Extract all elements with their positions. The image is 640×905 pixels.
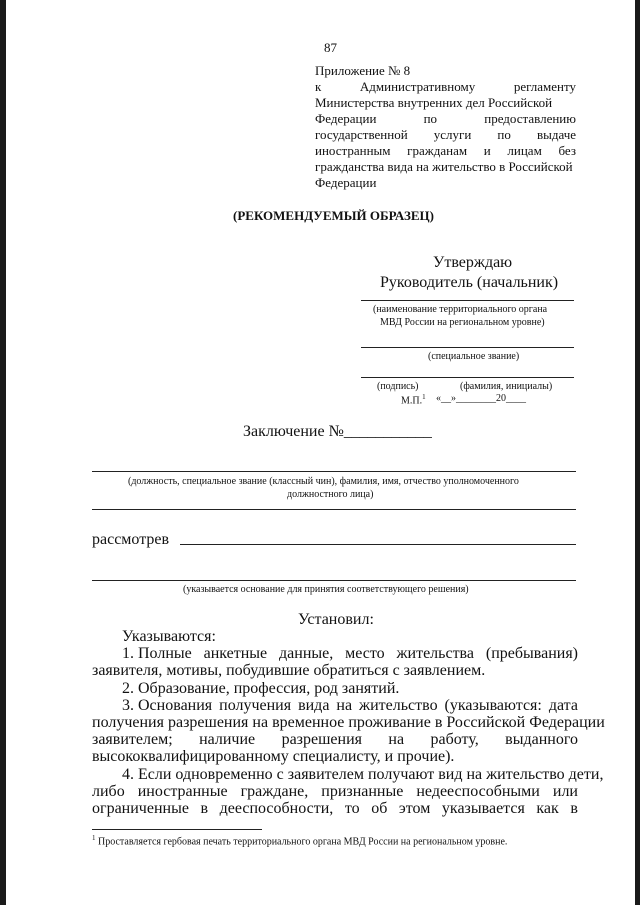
date-line: «__»________20____	[436, 393, 526, 404]
left-scan-border	[0, 0, 6, 905]
word: дата	[548, 697, 578, 714]
rank-hint: (специальное звание)	[428, 351, 520, 362]
word: иностранным	[315, 143, 391, 158]
p4-line-3	[92, 800, 578, 818]
word: работу,	[430, 731, 479, 748]
organ-hint-2: МВД России на региональном уровне)	[380, 317, 545, 328]
word: место	[345, 645, 385, 662]
word: вида	[298, 697, 330, 714]
established-heading: Установил:	[298, 611, 374, 628]
considered-line	[180, 544, 576, 545]
word: ограниченные	[92, 800, 189, 817]
signature-hint: (подпись)	[377, 381, 419, 392]
right-scan-border	[635, 0, 640, 905]
approve-label: Утверждаю	[433, 254, 513, 271]
word: к	[315, 79, 322, 94]
word: (указываются:	[444, 697, 542, 714]
word: на	[336, 697, 353, 714]
p3-line-1	[122, 697, 578, 715]
word: 1. Полные	[122, 645, 192, 662]
footnote	[92, 834, 507, 847]
word: этом	[398, 800, 431, 817]
word: (пребывания)	[485, 645, 578, 662]
basis-hint: (указывается основание для принятия соответствующего решения)	[183, 584, 469, 595]
word: жительство	[359, 697, 438, 714]
appendix-line-7: Федерации	[315, 175, 377, 190]
word: гражданам	[407, 143, 468, 158]
word: как	[536, 800, 559, 817]
word: то	[344, 800, 360, 817]
word: лицам	[507, 143, 542, 158]
p1-line-1	[122, 645, 578, 663]
word: или	[552, 783, 578, 800]
appendix-line-2: Министерства внутренних дел Российской	[315, 95, 553, 110]
stamp-line	[401, 393, 426, 406]
footnote-mark: 1	[92, 834, 96, 842]
conclusion-title: Заключение №___________	[243, 423, 432, 440]
p3-line-4: высококвалифицированному специалисту, и прочие).	[92, 748, 455, 765]
word: предоставлению	[484, 111, 576, 126]
organ-line	[361, 300, 574, 301]
word: выданного	[505, 731, 578, 748]
word: без	[558, 143, 576, 158]
word: на	[388, 731, 405, 748]
word: граждане,	[240, 783, 309, 800]
appendix-line-1	[315, 79, 576, 95]
appendix-line-5	[315, 143, 576, 159]
word: по	[423, 111, 438, 126]
indicated-label: Указываются:	[122, 628, 216, 645]
p4-line-2	[92, 783, 578, 801]
word: 3. Основания	[122, 697, 213, 714]
word: признанные	[321, 783, 404, 800]
word: заявителем;	[92, 731, 173, 748]
appendix-line-6: гражданства вида на жительство в Российской	[315, 159, 573, 174]
footnote-separator	[92, 829, 262, 830]
p3-line-3	[92, 731, 578, 749]
word: об	[371, 800, 388, 817]
word: иностранные	[137, 783, 228, 800]
p2: 2. Образование, профессия, род занятий.	[122, 680, 400, 697]
p1-line-2: заявителя, мотивы, побудившие обратиться с заявлением.	[92, 662, 486, 679]
word: разрешения	[281, 731, 362, 748]
page-number: 87	[324, 40, 337, 55]
signature-line	[361, 377, 574, 378]
name-hint: (фамилия, инициалы)	[460, 381, 553, 392]
basis-line	[92, 580, 576, 581]
p3-line-2: получения разрешения на временное проживание в Российской Федерации	[92, 714, 605, 731]
word: анкетные	[203, 645, 268, 662]
official-line	[92, 471, 576, 472]
head-label: Руководитель (начальник)	[380, 274, 559, 291]
footnote-ref: 1	[422, 393, 426, 401]
word: и	[483, 143, 491, 158]
word: Административному	[359, 79, 476, 94]
word: указывается	[441, 800, 525, 817]
appendix-title: Приложение № 8	[315, 63, 411, 78]
word: недееспособными	[416, 783, 540, 800]
word: получения	[219, 697, 292, 714]
word: Федерации	[315, 111, 377, 126]
word: регламенту	[513, 79, 576, 94]
word: государственной	[315, 127, 408, 142]
p4-line-1: 4. Если одновременно с заявителем получают вид на жительство дети,	[122, 766, 604, 783]
word: в	[200, 800, 209, 817]
appendix-line-4	[315, 127, 576, 143]
appendix-line-3	[315, 111, 576, 127]
word: услуги	[433, 127, 472, 142]
word: наличие	[199, 731, 256, 748]
word: данные,	[279, 645, 334, 662]
word: либо	[92, 783, 125, 800]
official-hint-2: должностного лица)	[287, 489, 374, 500]
sample-title: (РЕКОМЕНДУЕМЫЙ ОБРАЗЕЦ)	[233, 208, 434, 223]
rank-line	[361, 347, 574, 348]
stamp-label: М.П.	[401, 395, 423, 407]
official-hint-1: (должность, специальное звание (классный чин), фамилия, имя, отчество уполномоченного	[128, 476, 519, 487]
word: жительства	[396, 645, 474, 662]
considered-label: рассмотрев	[92, 531, 170, 548]
official-line-2	[92, 509, 576, 510]
word: по	[497, 127, 511, 142]
word: дееспособности,	[219, 800, 334, 817]
organ-hint-1: (наименование территориального органа	[373, 304, 548, 315]
word: выдаче	[536, 127, 576, 142]
word: в	[570, 800, 578, 817]
footnote-text: Проставляется гербовая печать территориального органа МВД России на региональном уровне.	[98, 836, 508, 848]
